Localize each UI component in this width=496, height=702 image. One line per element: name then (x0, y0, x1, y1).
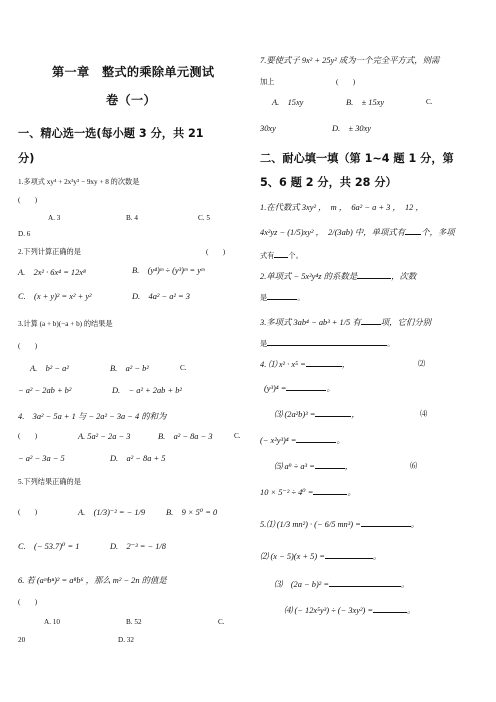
f4-part2 (264, 384, 335, 393)
section2-heading: 二、耐心填一填（第 1~4 题 1 分，第 (260, 152, 454, 165)
q6-option-c-label: C. (218, 618, 225, 626)
q6-option-d: D. 32 (118, 636, 134, 644)
f1-line2 (260, 228, 455, 237)
q5-stem: 5.下列结果正确的是 (18, 478, 81, 486)
f4-p2-end: 。 (326, 384, 335, 393)
f5-p4-end: 。 (407, 606, 416, 615)
f4-p6-expr: 10 × 5⁻² ÷ 4⁰ = (260, 488, 314, 497)
f4-p6-label: ⑹ (410, 462, 418, 470)
q3-option-b: B. a² − b² (110, 364, 149, 373)
q4-paren: ( ) (18, 432, 38, 440)
q3-option-d: D. − a² + 2ab + b² (112, 386, 182, 395)
q2-stem: 2.下列计算正确的是 (18, 248, 81, 256)
f3-end: 。 (387, 340, 395, 348)
f2-line2 (260, 294, 304, 303)
q7-option-c-label: C. (426, 98, 433, 106)
f3-line2 (260, 340, 394, 349)
f5-p4-blank[interactable] (373, 612, 407, 613)
f2-degree-blank[interactable] (267, 299, 297, 300)
q4-stem: 4. 3a² − 5a + 1 与 − 2a² − 3a − 4 的和为 (18, 412, 167, 421)
f4-p2-label: ⑵ (418, 360, 426, 368)
f2-line2-text: 是 (260, 294, 268, 302)
f3-line2-text: 是 (260, 340, 268, 348)
f5-part4 (284, 606, 415, 615)
q4-option-d: D. a² − 8a + 5 (110, 454, 166, 463)
f1-line1: 1.在代数式 3xy² ， m ， 6a² − a + 3 ， 12 ， (260, 203, 424, 212)
q7-option-a: A. 15xy (272, 98, 304, 107)
q2-option-a: A. 2x² · 6x⁴ = 12x⁸ (18, 268, 86, 277)
f4-p5-end: ， (344, 462, 354, 471)
f4-p5-expr: a⁹ ÷ a³ = (284, 462, 315, 471)
page-title-line2: 卷（一） (106, 93, 156, 107)
q3-stem: 3.计算 (a + b)(−a + b) 的结果是 (18, 320, 113, 328)
q6-option-b: B. 52 (126, 618, 142, 626)
f4-p1-expr: x² · x⁵ = (278, 360, 306, 369)
q4-option-c-label: C. (234, 432, 241, 440)
f4-p3-label: ⑶ (274, 410, 283, 419)
f4-p1-end: ， (341, 360, 351, 369)
f5-part2 (260, 552, 381, 561)
q1-option-a: A. 3 (48, 214, 61, 222)
f4-p5-label: ⑸ (274, 462, 283, 471)
f4-part5 (274, 462, 353, 471)
section2-heading-cont: 5、6 题 2 分，共 28 分） (260, 176, 397, 189)
f3-terms-blank[interactable] (267, 345, 387, 346)
f5-p3-expr: ⑶ (2a − b)² = (274, 580, 329, 589)
q4-option-a: A. 5a² − 2a − 3 (78, 432, 131, 441)
f4-part1 (260, 360, 350, 369)
q4-option-b: B. a² − 8a − 3 (158, 432, 213, 441)
f4-p1-blank[interactable] (306, 366, 342, 367)
page-title-line1: 第一章 整式的乘除单元测试 (52, 65, 215, 79)
q2-paren: ( ) (206, 248, 226, 256)
f5-p3-blank[interactable] (329, 586, 401, 587)
f2-line1 (260, 272, 416, 281)
f4-part3 (274, 410, 360, 419)
q7-option-b: B. ± 15xy (346, 98, 385, 107)
f5-p2-expr: ⑵ (x − 5)(x + 5) = (260, 552, 325, 561)
f4-p4-blank[interactable] (296, 442, 336, 443)
f4-p6-end: 。 (347, 488, 356, 497)
f4-p4-label: ⑷ (420, 410, 428, 418)
q5-paren: ( ) (18, 508, 38, 516)
q2-option-d: D. 4a² − a² = 3 (132, 292, 190, 301)
q7-option-c: 30xy (260, 124, 276, 133)
f4-p2-blank[interactable] (286, 390, 326, 391)
section1-heading: 一、精心选一选(每小题 3 分，共 21 (18, 127, 204, 140)
f5-p2-end: 。 (372, 552, 382, 561)
q1-option-c: C. 5 (198, 214, 210, 222)
q4-option-c: − a² − 3a − 5 (18, 454, 65, 463)
f4-p3-end: ， (351, 410, 360, 419)
q5-option-d: D. 2⁻³ = − 1/8 (110, 542, 166, 551)
f2-mid: ，次数 (391, 272, 417, 281)
f5-p1-end: 。 (410, 520, 420, 529)
f3-line1 (260, 318, 431, 327)
f4-p4-end: 。 (336, 436, 345, 445)
q2-option-c: C. (x + y)² = x² + y² (18, 292, 92, 301)
q5-option-a: A. (1/3)⁻² = − 1/9 (78, 508, 146, 517)
f3-mid: 项，它们分别 (380, 318, 431, 327)
section1-heading-cont: 分) (18, 152, 35, 165)
q7-stem-cont: 加上 (260, 78, 275, 86)
q3-option-c: − a² − 2ab + b² (18, 386, 72, 395)
f5-p4-expr: ⑷ (− 12x⁵y³) ÷ (− 3xy²) = (284, 606, 374, 615)
q1-option-b: B. 4 (126, 214, 138, 222)
q7-stem: 7.要使式子 9x² + 25y² 成为一个完全平方式，则需 (260, 56, 440, 65)
f4-p1-label: 4. ⑴ (260, 360, 277, 369)
f4-p6-blank[interactable] (313, 494, 347, 495)
q2-option-b: B. (y⁴)ᵐ ÷ (y³)ᵐ = yᵐ (132, 266, 205, 275)
f3-terms-count-blank[interactable] (361, 324, 381, 325)
f1-polynomial-blank[interactable] (274, 257, 288, 258)
f4-p5-blank[interactable] (315, 468, 345, 469)
f2-text: 2.单项式 − 5x²y⁴z 的系数是 (260, 272, 358, 281)
q1-option-d: D. 6 (18, 230, 31, 238)
q6-option-c: 20 (18, 636, 26, 644)
f1-line2-text: 4x²yz − (1/5)xy² ， 2/(3ab) 中，单项式有 (260, 228, 406, 237)
f5-p1-blank[interactable] (361, 526, 411, 527)
f4-p3-expr: (2a²b)³ = (284, 410, 316, 419)
q7-option-d: D. ± 30xy (332, 124, 372, 133)
f5-p1-expr: 5.⑴ (1/3 mn²) · (− 6/5 mn³) = (260, 520, 361, 529)
f4-p4-expr: (− x²y³)⁴ = (260, 436, 297, 445)
q1-paren: ( ) (18, 196, 38, 204)
q5-option-b: B. 9 × 5⁰ = 0 (166, 508, 218, 517)
f1-line3-end: 个。 (288, 252, 303, 260)
f2-coefficient-blank[interactable] (357, 278, 391, 279)
f1-line3 (260, 252, 303, 261)
q3-paren: ( ) (18, 342, 38, 350)
f5-part3 (274, 580, 409, 589)
f1-monomial-blank[interactable] (405, 234, 421, 235)
f5-part1 (260, 520, 419, 529)
f1-line3-text: 式有 (260, 252, 275, 260)
f4-part4 (260, 436, 345, 445)
q6-paren: ( ) (18, 598, 38, 606)
f1-line2-end: 个，多项 (421, 228, 455, 237)
f3-text: 3.多项式 3ab⁴ − ab³ + 1/5 有 (260, 318, 361, 327)
f5-p3-end: 。 (401, 580, 410, 589)
q3-option-c-label: C. (180, 364, 187, 372)
q3-option-a: A. b² − a² (30, 364, 69, 373)
f2-end: 。 (297, 294, 305, 302)
q5-option-c: C. (− 53.7)⁰ = 1 (18, 542, 80, 551)
f4-p3-blank[interactable] (315, 416, 351, 417)
q6-stem: 6. 若 (aᵐbⁿ)² = a⁸b⁶ ，那么 m² − 2n 的值是 (18, 576, 167, 585)
f4-part6 (260, 488, 356, 497)
q7-paren: ( ) (336, 78, 356, 86)
f4-p2-expr: (y³)⁴ = (264, 384, 287, 393)
q6-option-a: A. 10 (44, 618, 60, 626)
f5-p2-blank[interactable] (325, 558, 373, 559)
q1-stem: 1.多项式 xy⁴ + 2x³y³ − 9xy + 8 的次数是 (18, 178, 140, 186)
